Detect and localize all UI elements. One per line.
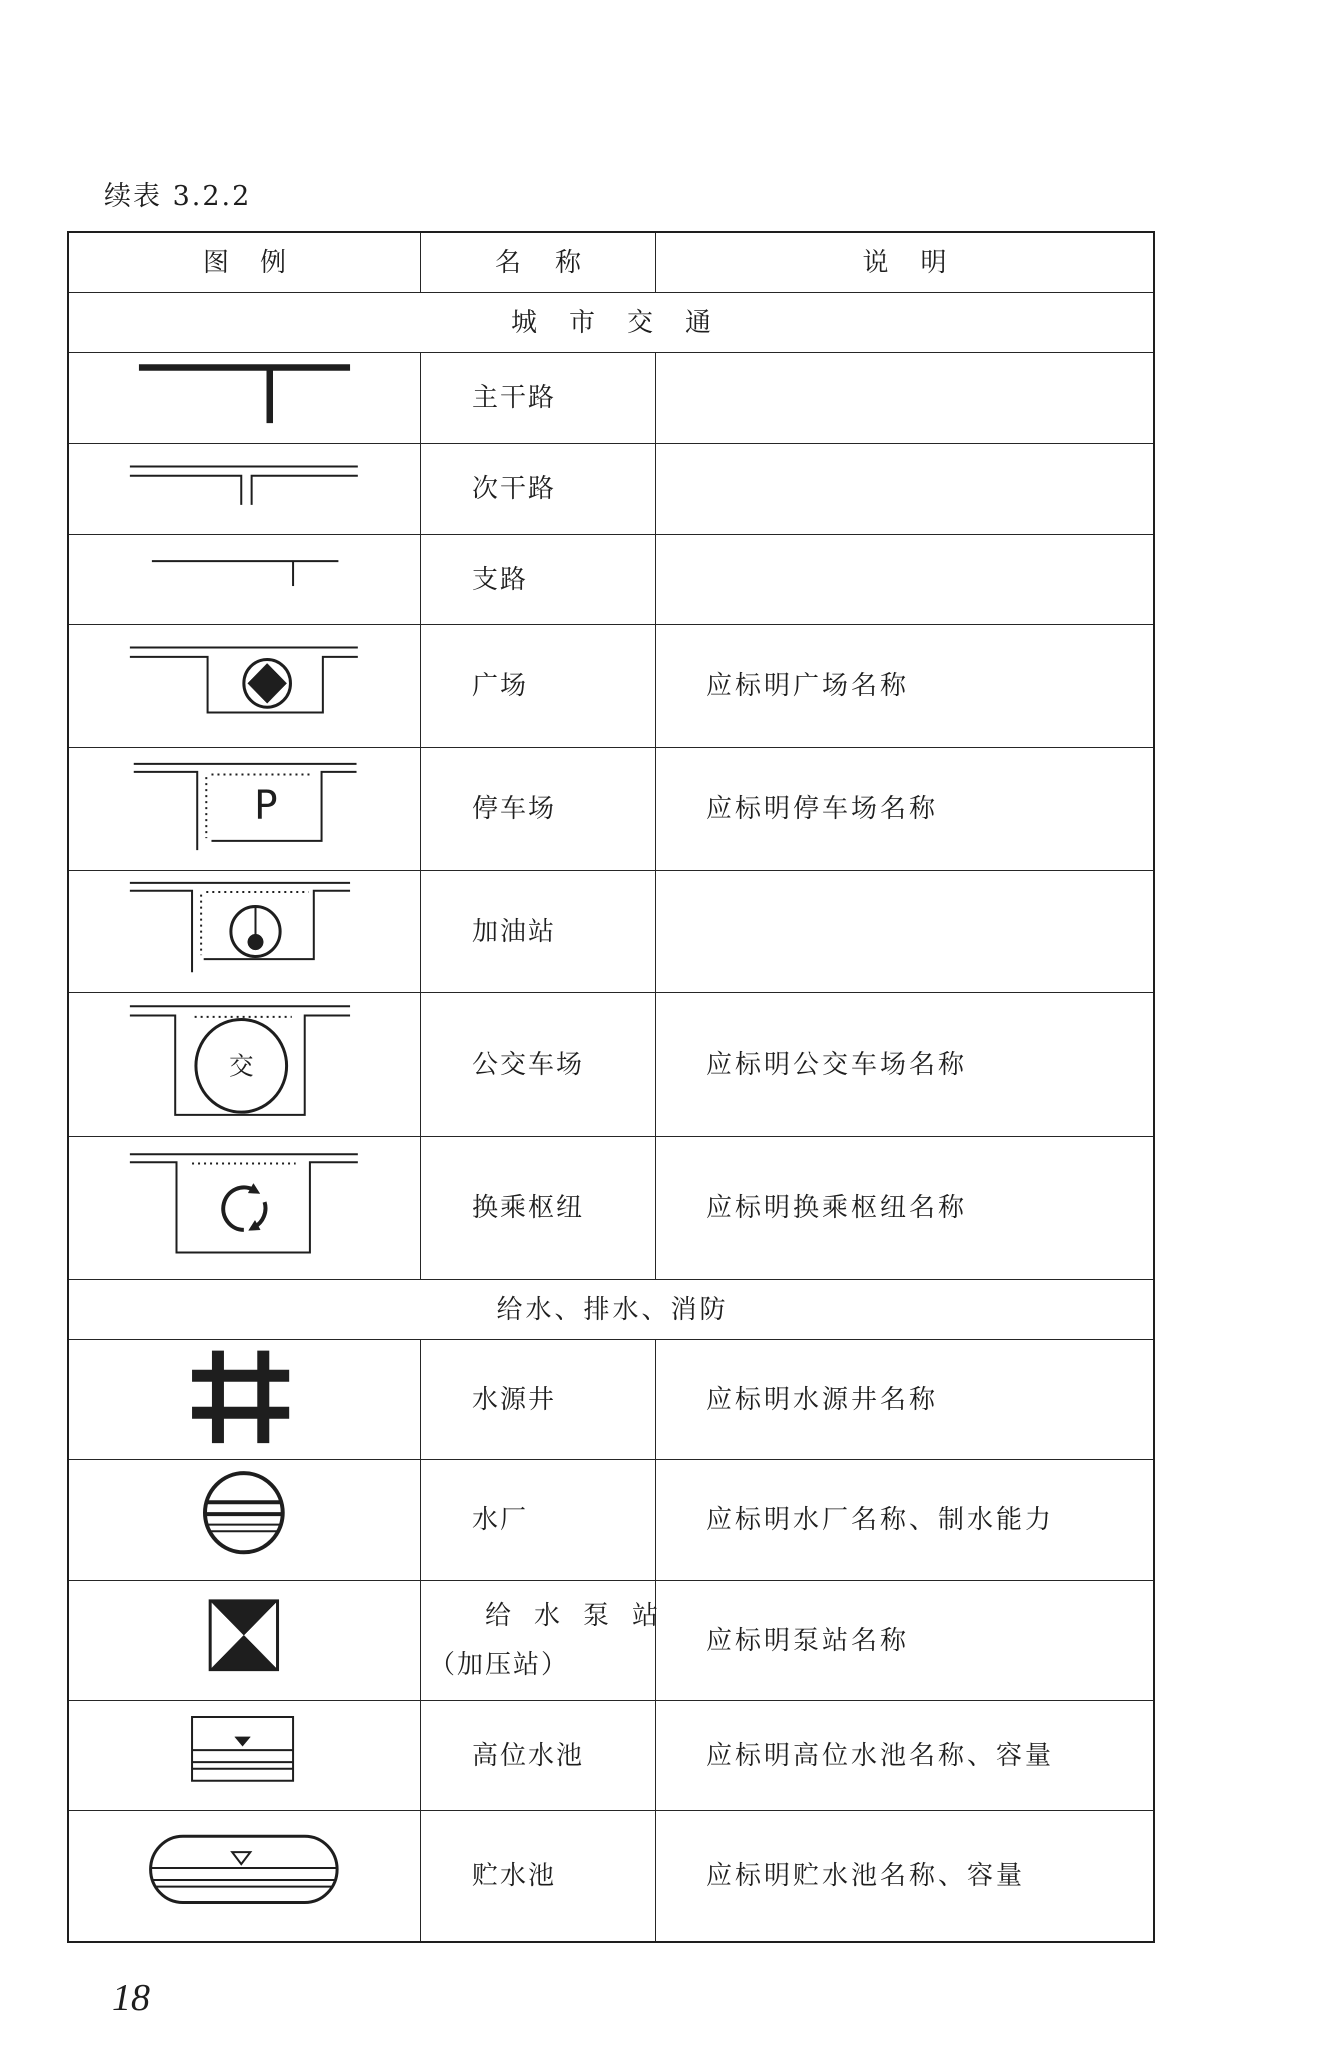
legend-symbol-cell [69, 748, 421, 871]
gas-station-icon [69, 871, 420, 992]
legend-symbol-cell [69, 535, 421, 625]
water-plant-icon [69, 1460, 420, 1580]
symbol-description: 应标明广场名称 [656, 625, 1153, 748]
page-number: 18 [112, 1977, 150, 2019]
symbol-description: 应标明公交车场名称 [656, 993, 1153, 1137]
section-heading-urban-transport: 城市交通 [69, 293, 1153, 353]
bus-depot-label: 交 [228, 1051, 254, 1081]
legend-symbol-cell [69, 1581, 421, 1701]
legend-symbol-cell [69, 1460, 421, 1581]
symbol-description: 应标明停车场名称 [656, 748, 1153, 871]
secondary-road-icon [69, 444, 420, 534]
symbol-description: 应标明泵站名称 [656, 1581, 1153, 1701]
symbol-name: 换乘枢纽 [421, 1137, 656, 1280]
pump-station-icon [69, 1581, 420, 1700]
parking-lot-icon [69, 748, 420, 870]
header-name: 名称 [421, 233, 656, 293]
legend-symbol-cell [69, 353, 421, 444]
symbol-description: 应标明高位水池名称、容量 [656, 1701, 1153, 1811]
symbol-name: 次干路 [421, 444, 656, 535]
symbol-name: 主干路 [421, 353, 656, 444]
legend-symbol-cell [69, 1137, 421, 1280]
symbol-name: 停车场 [421, 748, 656, 871]
symbol-description [656, 353, 1153, 444]
transit-hub-icon [69, 1137, 420, 1279]
symbol-description: 应标明水厂名称、制水能力 [656, 1460, 1153, 1581]
symbol-name: 加油站 [421, 871, 656, 993]
symbol-description [656, 871, 1153, 993]
section-heading-water-fire: 给水、排水、消防 [69, 1280, 1153, 1340]
legend-symbol-cell [69, 871, 421, 993]
legend-symbol-cell [69, 1811, 421, 1941]
symbol-name: 支路 [421, 535, 656, 625]
water-source-well-icon [69, 1340, 420, 1459]
storage-reservoir-icon [69, 1811, 420, 1941]
legend-table [69, 233, 1153, 1941]
symbol-name: 广场 [421, 625, 656, 748]
branch-road-icon [69, 535, 420, 624]
symbol-name: 贮水池 [421, 1811, 656, 1941]
symbol-name: 水厂 [421, 1460, 656, 1581]
legend-symbol-cell [69, 1701, 421, 1811]
table-caption: 续表 3.2.2 [104, 181, 252, 212]
plaza-icon [69, 625, 420, 747]
elevated-reservoir-icon [69, 1701, 420, 1810]
symbol-description: 应标明贮水池名称、容量 [706, 1861, 1026, 1891]
symbol-description [656, 535, 1153, 625]
symbol-name-line: （加压站） [429, 1649, 570, 1680]
legend-symbol-cell [69, 625, 421, 748]
header-description: 说明 [656, 233, 1153, 293]
symbol-name-line: 给水泵站 [485, 1600, 682, 1631]
header-symbol: 图例 [69, 233, 421, 293]
bus-depot-icon [69, 993, 420, 1136]
legend-symbol-cell [69, 1340, 421, 1460]
symbol-name: 水源井 [421, 1340, 656, 1460]
symbol-name: 高位水池 [421, 1701, 656, 1811]
symbol-name [421, 1581, 682, 1701]
symbol-description: 应标明换乘枢纽名称 [656, 1137, 1153, 1280]
legend-symbol-cell [69, 993, 421, 1137]
symbol-description [656, 444, 1153, 535]
symbol-description: 应标明水源井名称 [656, 1340, 1153, 1460]
symbol-name: 公交车场 [421, 993, 656, 1137]
parking-label: P [254, 783, 278, 830]
legend-symbol-cell [69, 444, 421, 535]
main-road-icon [69, 353, 420, 443]
